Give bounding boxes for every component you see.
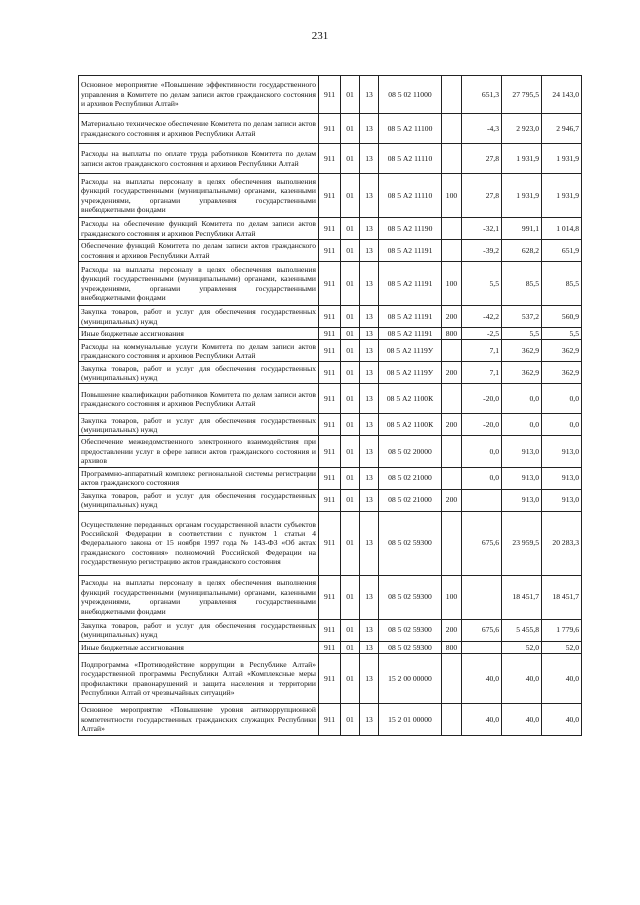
- cell-expense-type: 100: [442, 174, 462, 218]
- cell-section: 01: [341, 218, 360, 240]
- cell-sum-1: [462, 575, 502, 619]
- cell-expense-type: 200: [442, 414, 462, 436]
- cell-grbs: 911: [319, 240, 341, 262]
- cell-subsection: 13: [360, 641, 379, 653]
- cell-sum-3: 2 946,7: [542, 114, 582, 144]
- cell-target-article: 08 5 А2 11110: [379, 144, 442, 174]
- table-row: [79, 306, 582, 328]
- cell-sum-2: 913,0: [502, 436, 542, 467]
- cell-target-article: 08 5 А2 11191: [379, 240, 442, 262]
- cell-grbs: 911: [319, 362, 341, 384]
- cell-name: Расходы на выплаты персоналу в целях обеспечения выполнения функций государственными (муниципальными) органами, казенными учреждениями, органами управления государственными внебюджетными фондами: [79, 174, 319, 218]
- cell-sum-1: 40,0: [462, 704, 502, 736]
- cell-sum-2: 0,0: [502, 384, 542, 414]
- cell-name: Закупка товаров, работ и услуг для обеспечения государственных (муниципальных) нужд: [79, 619, 319, 641]
- cell-sum-1: -4,3: [462, 114, 502, 144]
- cell-expense-type: [442, 436, 462, 467]
- cell-sum-2: 628,2: [502, 240, 542, 262]
- table-row: [79, 619, 582, 641]
- cell-expense-type: 100: [442, 262, 462, 306]
- table-row: [79, 511, 582, 575]
- cell-subsection: 13: [360, 436, 379, 467]
- cell-section: 01: [341, 511, 360, 575]
- cell-sum-1: -20,0: [462, 384, 502, 414]
- cell-sum-2: 5,5: [502, 328, 542, 340]
- cell-subsection: 13: [360, 654, 379, 704]
- cell-grbs: 911: [319, 619, 341, 641]
- cell-grbs: 911: [319, 641, 341, 653]
- cell-expense-type: 200: [442, 489, 462, 511]
- cell-grbs: 911: [319, 414, 341, 436]
- cell-sum-2: 23 959,5: [502, 511, 542, 575]
- table-row: [79, 174, 582, 218]
- cell-section: 01: [341, 467, 360, 489]
- table-row: [79, 262, 582, 306]
- cell-target-article: 08 5 02 21000: [379, 467, 442, 489]
- cell-sum-1: 40,0: [462, 654, 502, 704]
- cell-grbs: 911: [319, 575, 341, 619]
- cell-expense-type: [442, 114, 462, 144]
- cell-section: 01: [341, 654, 360, 704]
- cell-sum-2: 913,0: [502, 467, 542, 489]
- cell-name: Закупка товаров, работ и услуг для обеспечения государственных (муниципальных) нужд: [79, 489, 319, 511]
- cell-expense-type: [442, 76, 462, 114]
- cell-sum-3: 24 143,0: [542, 76, 582, 114]
- cell-subsection: 13: [360, 76, 379, 114]
- cell-section: 01: [341, 262, 360, 306]
- cell-grbs: 911: [319, 114, 341, 144]
- cell-grbs: 911: [319, 328, 341, 340]
- cell-grbs: 911: [319, 262, 341, 306]
- cell-expense-type: 200: [442, 362, 462, 384]
- cell-target-article: 08 5 А2 11110: [379, 174, 442, 218]
- cell-subsection: 13: [360, 340, 379, 362]
- cell-grbs: 911: [319, 704, 341, 736]
- cell-target-article: 08 5 А2 1100К: [379, 384, 442, 414]
- cell-expense-type: [442, 511, 462, 575]
- cell-target-article: 08 5 А2 1119У: [379, 362, 442, 384]
- cell-section: 01: [341, 240, 360, 262]
- cell-grbs: 911: [319, 174, 341, 218]
- cell-sum-1: -20,0: [462, 414, 502, 436]
- cell-target-article: 08 5 А2 1100К: [379, 414, 442, 436]
- cell-grbs: 911: [319, 306, 341, 328]
- cell-name: Материально техническое обеспечение Комитета по делам записи актов гражданского состояния и архивов Республики Алтай: [79, 114, 319, 144]
- cell-section: 01: [341, 575, 360, 619]
- table-row: [79, 114, 582, 144]
- cell-sum-1: [462, 641, 502, 653]
- cell-expense-type: [442, 467, 462, 489]
- cell-target-article: 08 5 02 59300: [379, 619, 442, 641]
- cell-grbs: 911: [319, 340, 341, 362]
- cell-target-article: 08 5 02 59300: [379, 641, 442, 653]
- cell-name: Основное мероприятие «Повышение эффективности государственного управления в Комитете по делам записи актов гражданского состояния и архивов Республики Алтай»: [79, 76, 319, 114]
- cell-subsection: 13: [360, 262, 379, 306]
- table-row: [79, 362, 582, 384]
- cell-sum-3: 52,0: [542, 641, 582, 653]
- cell-grbs: 911: [319, 384, 341, 414]
- cell-section: 01: [341, 328, 360, 340]
- cell-grbs: 911: [319, 144, 341, 174]
- cell-expense-type: 800: [442, 641, 462, 653]
- table-row: [79, 489, 582, 511]
- table-row: [79, 575, 582, 619]
- cell-expense-type: [442, 340, 462, 362]
- table-row: [79, 240, 582, 262]
- page-number: 231: [311, 30, 329, 42]
- cell-sum-2: 362,9: [502, 362, 542, 384]
- cell-section: 01: [341, 641, 360, 653]
- cell-section: 01: [341, 144, 360, 174]
- cell-grbs: 911: [319, 654, 341, 704]
- cell-subsection: 13: [360, 619, 379, 641]
- cell-target-article: 08 5 02 20000: [379, 436, 442, 467]
- table-row: [79, 654, 582, 704]
- cell-grbs: 911: [319, 76, 341, 114]
- cell-grbs: 911: [319, 489, 341, 511]
- table-row: [79, 704, 582, 736]
- cell-target-article: 08 5 А2 1119У: [379, 340, 442, 362]
- cell-section: 01: [341, 362, 360, 384]
- cell-sum-2: 991,1: [502, 218, 542, 240]
- cell-sum-1: 27,8: [462, 144, 502, 174]
- cell-sum-1: 7,1: [462, 340, 502, 362]
- cell-target-article: 08 5 02 11000: [379, 76, 442, 114]
- cell-subsection: 13: [360, 414, 379, 436]
- cell-expense-type: [442, 218, 462, 240]
- cell-subsection: 13: [360, 174, 379, 218]
- cell-grbs: 911: [319, 467, 341, 489]
- cell-name: Закупка товаров, работ и услуг для обеспечения государственных (муниципальных) нужд: [79, 362, 319, 384]
- cell-sum-3: 18 451,7: [542, 575, 582, 619]
- cell-section: 01: [341, 306, 360, 328]
- cell-name: Закупка товаров, работ и услуг для обеспечения государственных (муниципальных) нужд: [79, 414, 319, 436]
- cell-section: 01: [341, 114, 360, 144]
- cell-grbs: 911: [319, 511, 341, 575]
- cell-sum-2: 18 451,7: [502, 575, 542, 619]
- cell-subsection: 13: [360, 240, 379, 262]
- table-row: [79, 144, 582, 174]
- cell-sum-2: 0,0: [502, 414, 542, 436]
- cell-name: Иные бюджетные ассигнования: [79, 328, 319, 340]
- cell-expense-type: [442, 704, 462, 736]
- table-row: [79, 218, 582, 240]
- cell-expense-type: 100: [442, 575, 462, 619]
- cell-expense-type: [442, 384, 462, 414]
- cell-expense-type: [442, 144, 462, 174]
- cell-sum-2: 913,0: [502, 489, 542, 511]
- cell-subsection: 13: [360, 384, 379, 414]
- cell-sum-3: 0,0: [542, 414, 582, 436]
- cell-subsection: 13: [360, 114, 379, 144]
- cell-name: Обеспечение функций Комитета по делам записи актов гражданского состояния и архивов Республики Алтай: [79, 240, 319, 262]
- cell-section: 01: [341, 436, 360, 467]
- cell-sum-3: 913,0: [542, 467, 582, 489]
- cell-sum-2: 40,0: [502, 654, 542, 704]
- cell-sum-3: 85,5: [542, 262, 582, 306]
- table-row: [79, 467, 582, 489]
- cell-sum-1: -39,2: [462, 240, 502, 262]
- cell-target-article: 08 5 02 59300: [379, 511, 442, 575]
- cell-sum-1: 5,5: [462, 262, 502, 306]
- cell-sum-3: 1 779,6: [542, 619, 582, 641]
- cell-sum-2: 5 455,8: [502, 619, 542, 641]
- cell-section: 01: [341, 414, 360, 436]
- cell-name: Расходы на выплаты персоналу в целях обеспечения выполнения функций государственными (муниципальными) органами, казенными учреждениями, органами управления государственными внебюджетными фондами: [79, 575, 319, 619]
- cell-section: 01: [341, 619, 360, 641]
- cell-subsection: 13: [360, 306, 379, 328]
- cell-name: Повышение квалификации работников Комитета по делам записи актов гражданского состояния и архивов Республики Алтай: [79, 384, 319, 414]
- cell-expense-type: 200: [442, 619, 462, 641]
- cell-target-article: 08 5 А2 11190: [379, 218, 442, 240]
- cell-target-article: 15 2 00 00000: [379, 654, 442, 704]
- cell-sum-2: 362,9: [502, 340, 542, 362]
- cell-sum-2: 537,2: [502, 306, 542, 328]
- cell-name: Обеспечение межведомственного электронного взаимодействия при предоставлении услуг в сфере записи актов гражданского состояния и архивов: [79, 436, 319, 467]
- cell-section: 01: [341, 489, 360, 511]
- cell-sum-2: 27 795,5: [502, 76, 542, 114]
- cell-target-article: 08 5 02 21000: [379, 489, 442, 511]
- cell-sum-3: 20 283,3: [542, 511, 582, 575]
- cell-sum-2: 52,0: [502, 641, 542, 653]
- cell-sum-1: 675,6: [462, 511, 502, 575]
- cell-subsection: 13: [360, 704, 379, 736]
- cell-target-article: 08 5 А2 11191: [379, 328, 442, 340]
- cell-sum-3: 1 931,9: [542, 174, 582, 218]
- cell-subsection: 13: [360, 362, 379, 384]
- cell-target-article: 08 5 А2 11191: [379, 262, 442, 306]
- cell-sum-1: 0,0: [462, 467, 502, 489]
- cell-name: Расходы на выплаты по оплате труда работников Комитета по делам записи актов гражданского состояния и архивов Республики Алтай: [79, 144, 319, 174]
- table-row: [79, 328, 582, 340]
- cell-target-article: 08 5 02 59300: [379, 575, 442, 619]
- cell-expense-type: 200: [442, 306, 462, 328]
- cell-grbs: 911: [319, 218, 341, 240]
- cell-expense-type: [442, 240, 462, 262]
- table-row: [79, 641, 582, 653]
- cell-sum-1: 7,1: [462, 362, 502, 384]
- cell-sum-1: -42,2: [462, 306, 502, 328]
- cell-name: Осуществление переданных органам государственной власти субъектов Российской Федерации в соответствии с пунктом 1 статьи 4 Федерального закона от 15 ноября 1997 года № 143-ФЗ «Об актах гражданского состояния» полномочий Российской Федерации на государственную регистрацию актов гражданского состояния: [79, 511, 319, 575]
- cell-sum-1: 675,6: [462, 619, 502, 641]
- cell-name: Программно-аппаратный комплекс региональной системы регистрации актов гражданского состояния: [79, 467, 319, 489]
- table-row: [79, 436, 582, 467]
- cell-sum-3: 913,0: [542, 489, 582, 511]
- cell-sum-2: 1 931,9: [502, 144, 542, 174]
- cell-sum-3: 1 014,8: [542, 218, 582, 240]
- cell-target-article: 08 5 А2 11191: [379, 306, 442, 328]
- cell-sum-3: 40,0: [542, 704, 582, 736]
- cell-sum-1: 651,3: [462, 76, 502, 114]
- cell-name: Подпрограмма «Противодействие коррупции в Республике Алтай» государственной программы Республики Алтай «Комплексные меры профилактики правонарушений и защита населения и территории Республики Алтай от чрезвычайных ситуаций»: [79, 654, 319, 704]
- cell-target-article: 08 5 А2 11100: [379, 114, 442, 144]
- cell-name: Закупка товаров, работ и услуг для обеспечения государственных (муниципальных) нужд: [79, 306, 319, 328]
- cell-section: 01: [341, 384, 360, 414]
- cell-grbs: 911: [319, 436, 341, 467]
- cell-name: Расходы на обеспечение функций Комитета по делам записи актов гражданского состояния и архивов Республики Алтай: [79, 218, 319, 240]
- cell-sum-3: 5,5: [542, 328, 582, 340]
- cell-subsection: 13: [360, 511, 379, 575]
- cell-name: Расходы на коммунальные услуги Комитета по делам записи актов гражданского состояния и архивов Республики Алтай: [79, 340, 319, 362]
- table-row: [79, 76, 582, 114]
- table-row: [79, 414, 582, 436]
- cell-sum-3: 40,0: [542, 654, 582, 704]
- cell-subsection: 13: [360, 575, 379, 619]
- cell-sum-2: 2 923,0: [502, 114, 542, 144]
- cell-sum-1: [462, 489, 502, 511]
- cell-subsection: 13: [360, 328, 379, 340]
- cell-name: Основное мероприятие «Повышение уровня антикоррупционной компетентности государственных гражданских служащих Республики Алтай»: [79, 704, 319, 736]
- cell-sum-3: 560,9: [542, 306, 582, 328]
- cell-subsection: 13: [360, 467, 379, 489]
- cell-sum-1: -2,5: [462, 328, 502, 340]
- cell-section: 01: [341, 340, 360, 362]
- cell-sum-1: 27,8: [462, 174, 502, 218]
- table-row: [79, 384, 582, 414]
- cell-sum-3: 362,9: [542, 362, 582, 384]
- cell-sum-3: 913,0: [542, 436, 582, 467]
- cell-subsection: 13: [360, 144, 379, 174]
- cell-sum-1: -32,1: [462, 218, 502, 240]
- cell-sum-3: 651,9: [542, 240, 582, 262]
- cell-expense-type: [442, 654, 462, 704]
- cell-subsection: 13: [360, 218, 379, 240]
- cell-section: 01: [341, 704, 360, 736]
- cell-section: 01: [341, 174, 360, 218]
- cell-sum-2: 85,5: [502, 262, 542, 306]
- cell-name: Расходы на выплаты персоналу в целях обеспечения выполнения функций государственными (муниципальными) органами, казенными учреждениями, органами управления государственными внебюджетными фондами: [79, 262, 319, 306]
- cell-sum-3: 362,9: [542, 340, 582, 362]
- budget-table: [78, 75, 582, 736]
- cell-name: Иные бюджетные ассигнования: [79, 641, 319, 653]
- cell-sum-2: 1 931,9: [502, 174, 542, 218]
- cell-sum-2: 40,0: [502, 704, 542, 736]
- cell-expense-type: 800: [442, 328, 462, 340]
- cell-section: 01: [341, 76, 360, 114]
- cell-sum-1: 0,0: [462, 436, 502, 467]
- cell-sum-3: 1 931,9: [542, 144, 582, 174]
- cell-subsection: 13: [360, 489, 379, 511]
- table-row: [79, 340, 582, 362]
- cell-target-article: 15 2 01 00000: [379, 704, 442, 736]
- cell-sum-3: 0,0: [542, 384, 582, 414]
